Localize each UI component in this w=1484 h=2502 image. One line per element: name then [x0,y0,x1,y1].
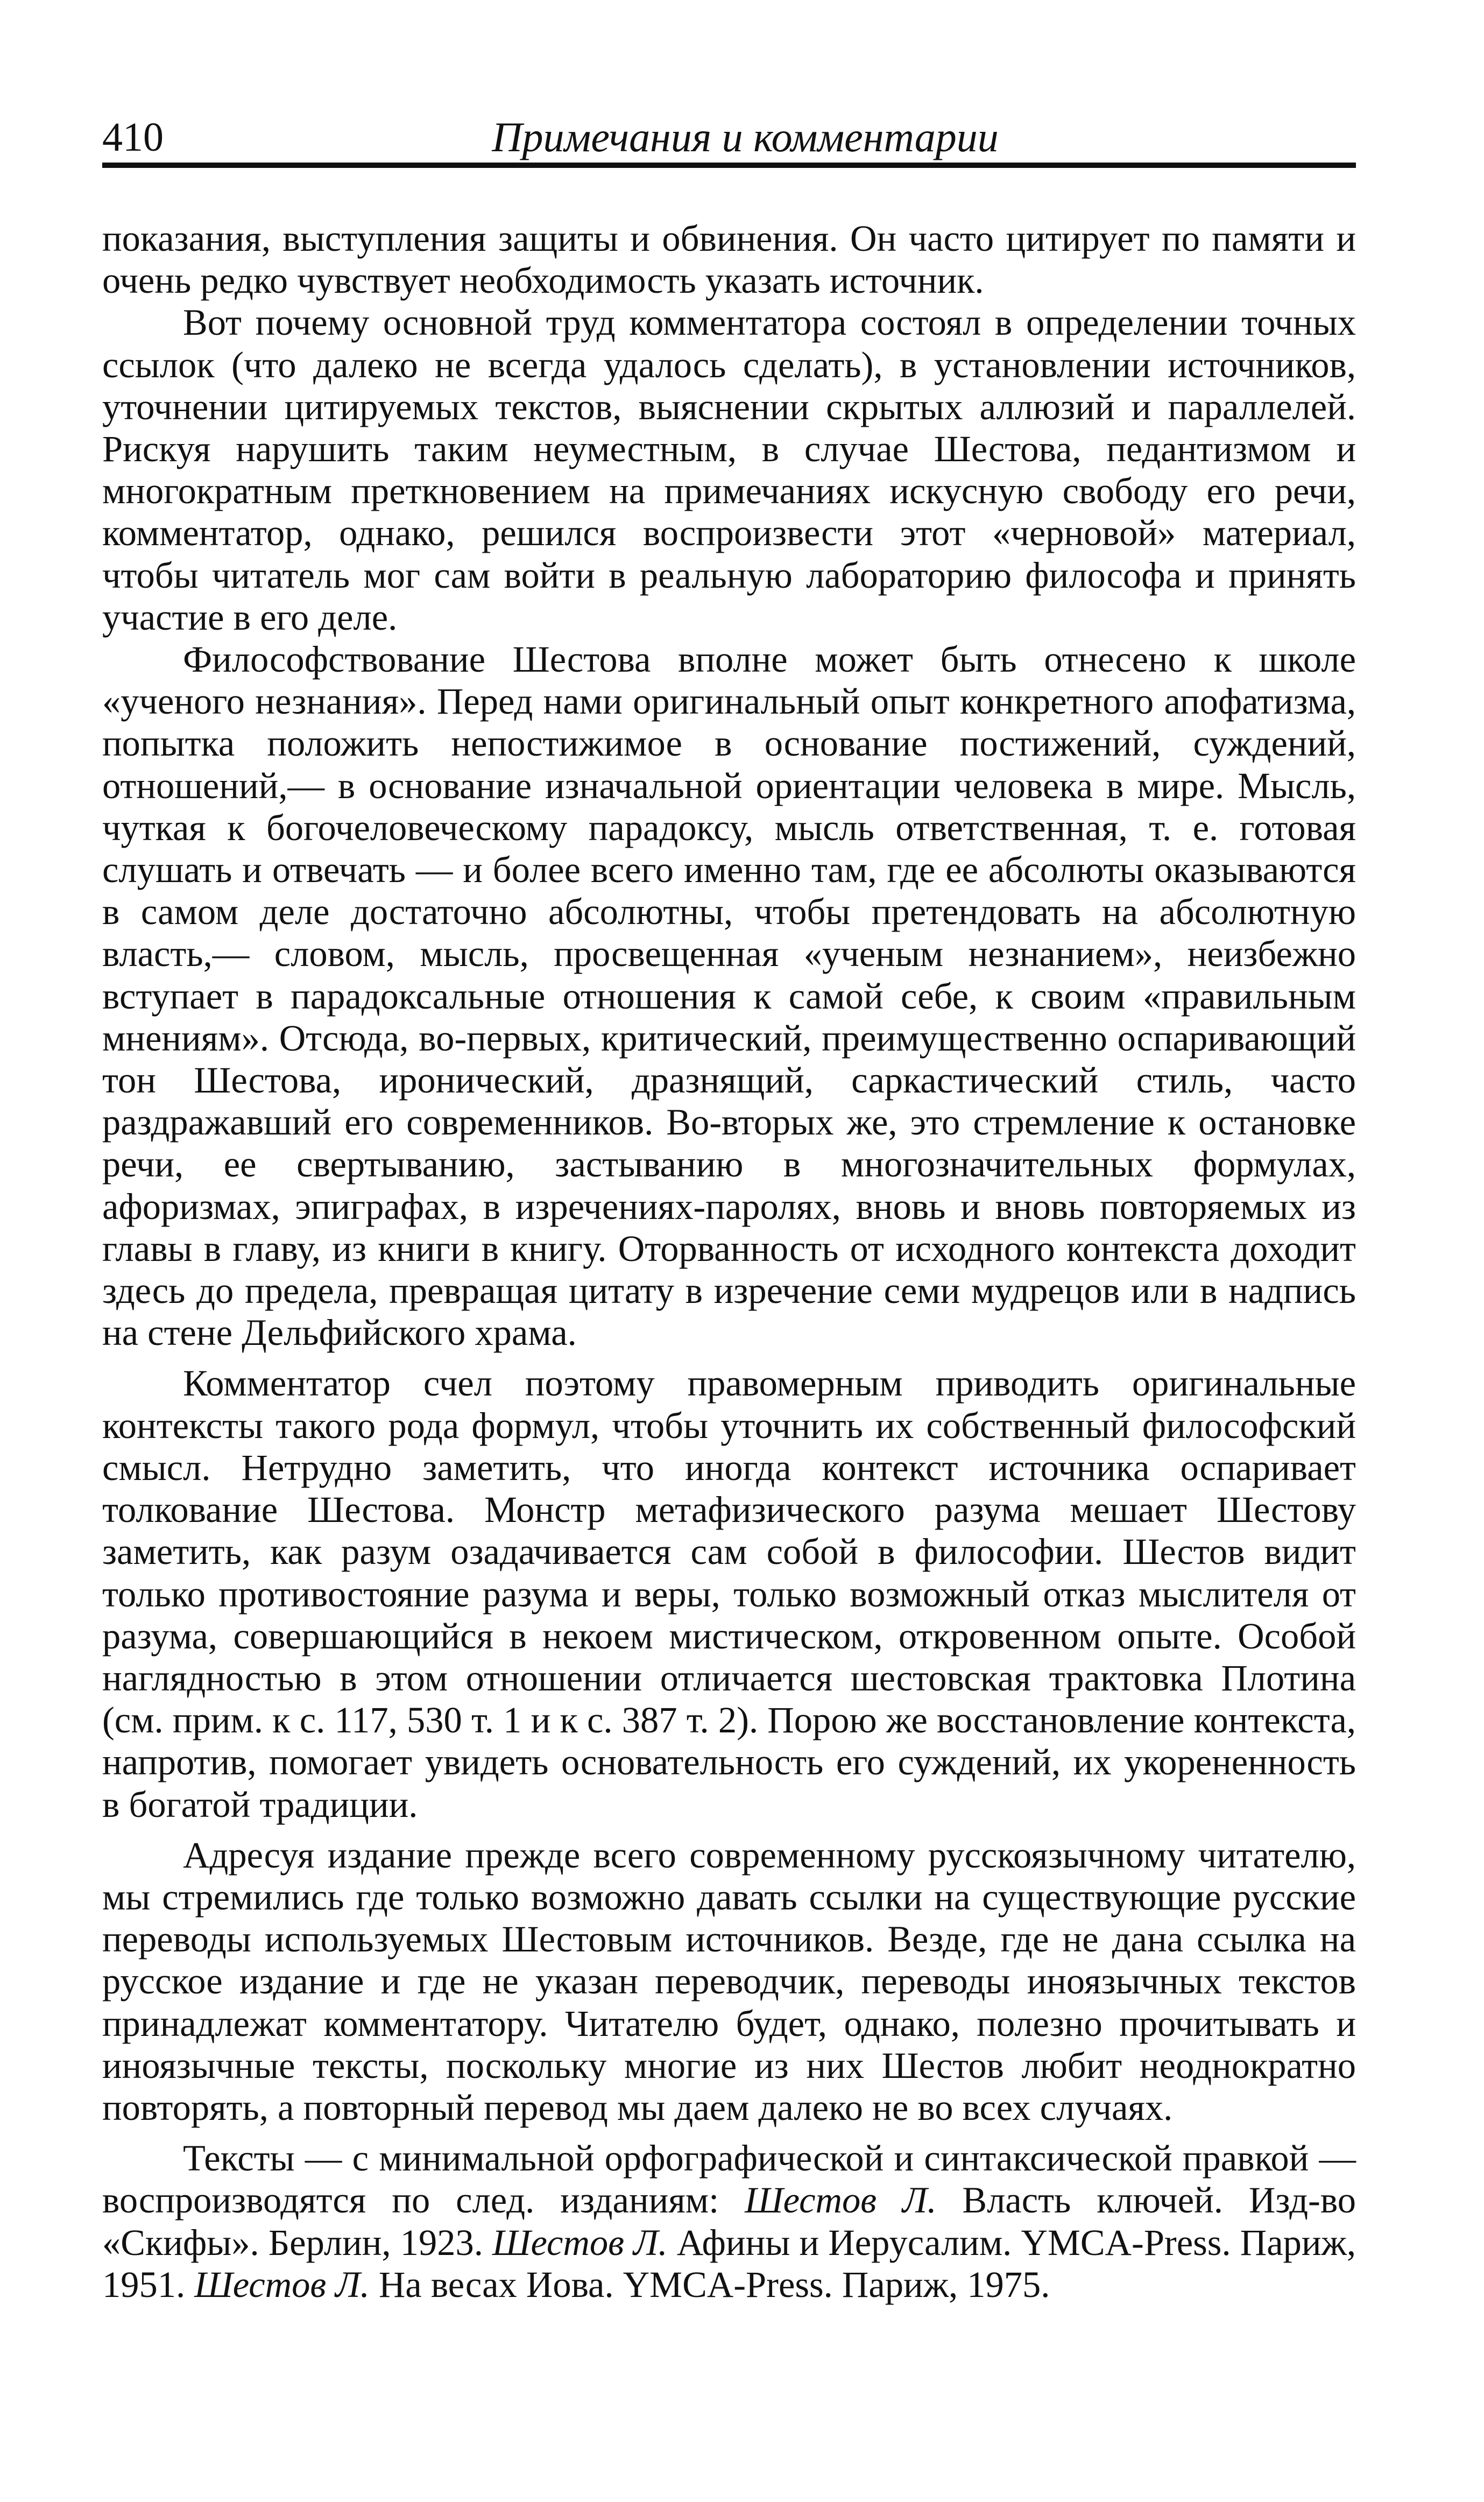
running-title: Примечания и комментарии [492,114,999,160]
paragraph: Комментатор счел поэтому правомерным приводить оригинальные контексты такого рода формул, чтобы уточнить их собственный философский смысл. Нетрудно заметить, что иногда контекст источника оспаривает толкование Шестова. Монстр метафизического разума мешает Шестову заметить, как разум озадачивается сам собой в философии. Шестов видит только противостояние разума и веры, только возможный отказ мыслителя от разума, совершающийся в некоем мистическом, откровенном опыте. Особой наглядностью в этом отношении отличается шестовская трактовка Плотина (см. прим. к с. 117, 530 т. 1 и к с. 387 т. 2). Порою же восстановление контекста, напротив, помогает увидеть основательность его суждений, их укорененность в богатой традиции. [102,1363,1356,1825]
edition-text: На весах Иова. YMCA-Press. Париж, 1975. [369,2264,1050,2305]
paragraph-sources [102,2137,1356,2306]
header-rule [102,163,1356,168]
author-name: Шестов Л. [194,2264,370,2305]
paragraph: Философствование Шестова вполне может быть отнесено к школе «ученого незнания». Перед нами оригинальный опыт конкретного апофатизма, попытка положить непостижимое в основание постижений, суждений, отношений,— в основание изначальной ориентации человека в мире. Мысль, чуткая к богочеловеческому парадоксу, мысль ответственная, т. е. готовая слушать и отвечать — и более всего именно там, где ее абсолюты оказываются в самом деле достаточно абсолютны, чтобы претендовать на абсолютную власть,— словом, мысль, просвещенная «ученым незнанием», неизбежно вступает в парадоксальные отношения к самой себе, к своим «правильным мнениям». Отсюда, во-первых, критический, преимущественно оспаривающий тон Шестова, иронический, дразнящий, саркастический стиль, часто раздражавший его современников. Во-вторых же, это стремление к остановке речи, ее свертыванию, застыванию в многозначительных формулах, афоризмах, эпиграфах, в изречениях-паролях, вновь и вновь повторяемых из главы в главу, из книги в книгу. Оторванность от исходного контекста доходит здесь до предела, превращая цитату в изречение семи мудрецов или в надпись на стене Дельфийского храма. [102,639,1356,1354]
page-header [102,108,1356,167]
author-name: Шестов Л. [745,2180,937,2221]
paragraph-continued: показания, выступления защиты и обвинения. Он часто цитирует по памяти и очень редко чувствует необходимость указать источник. [102,218,1356,301]
author-name: Шестов Л. [492,2222,668,2263]
page-number: 410 [102,115,164,160]
paragraph: Вот почему основной труд комментатора состоял в определении точных ссылок (что далеко не всегда удалось сделать), в установлении источников, уточнении цитируемых текстов, выяснении скрытых аллюзий и параллелей. Рискуя нарушить таким неуместным, в случае Шестова, педантизмом и многократным преткновением на примечаниях искусную свободу его речи, комментатор, однако, решился воспроизвести этот «черновой» материал, чтобы читатель мог сам войти в реальную лабораторию философа и принять участие в его деле. [102,302,1356,638]
body-text [102,217,1356,2306]
paragraph: Адресуя издание прежде всего современному русскоязычному читателю, мы стремились где только возможно давать ссылки на существующие русские переводы используемых Шестовым источников. Везде, где не дана ссылка на русское издание и где не указан переводчик, переводы иноязычных текстов принадлежат комментатору. Читателю будет, однако, полезно прочитывать и иноязычные тексты, поскольку многие из них Шестов любит неоднократно повторять, а повторный перевод мы даем далеко не во всех случаях. [102,1834,1356,2128]
sources-intro: Тексты — с минимальной орфографической и синтаксической правкой — воспроизводятся по след. изданиям: [102,2138,1356,2221]
edition-text: Власть ключей. Изд-во «Скифы». Берлин, 1923. [102,2180,1356,2263]
edition-text: Афины и Иерусалим. YMCA-Press. Париж, 1951. [102,2222,1356,2305]
book-page [102,0,1356,2502]
